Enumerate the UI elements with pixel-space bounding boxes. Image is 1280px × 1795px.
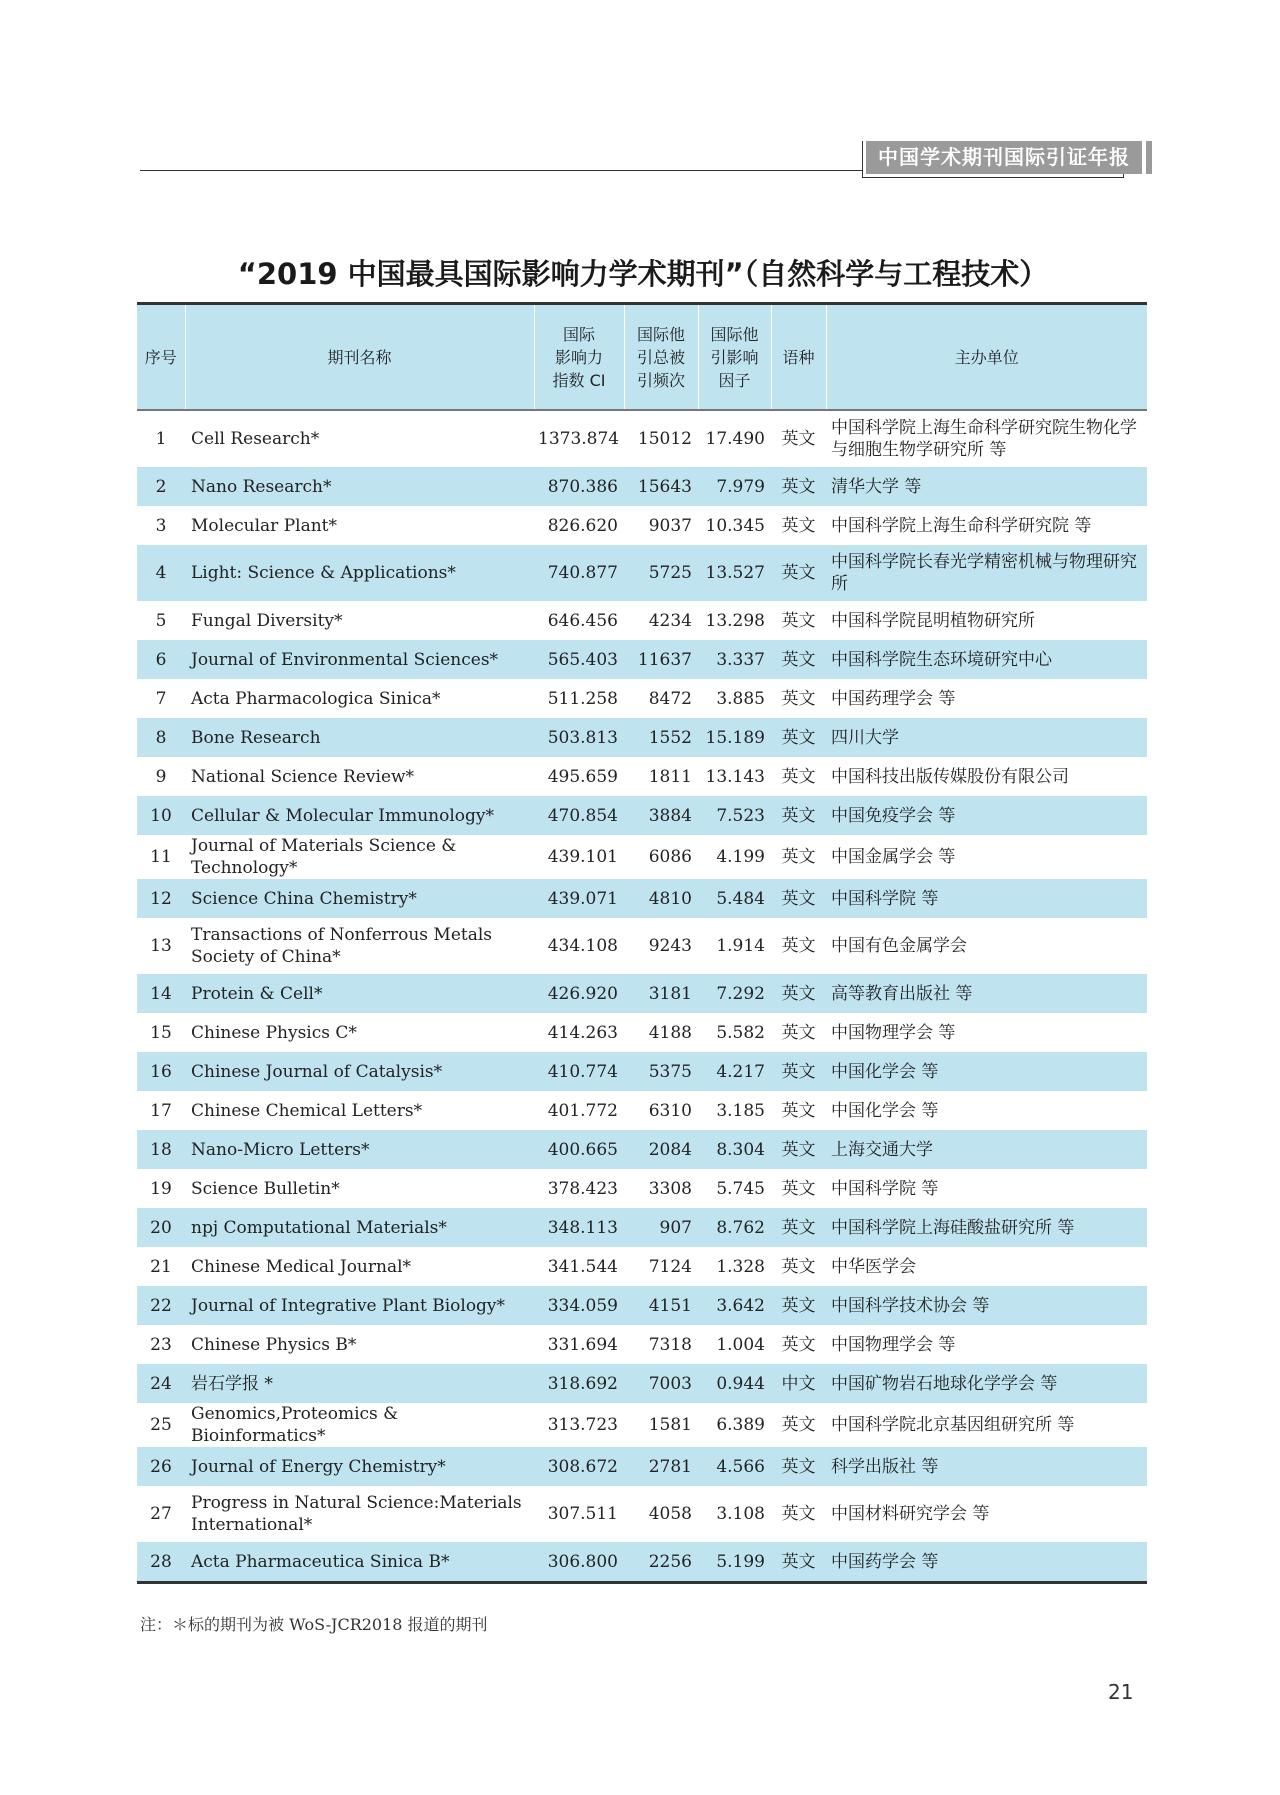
total-citations: 4810: [624, 879, 698, 918]
row-index: 16: [137, 1052, 185, 1091]
ci-index: 348.113: [534, 1208, 624, 1247]
column-header-index: 序号: [137, 304, 185, 411]
sponsor: 中国科学院上海生命科学研究院 等: [831, 515, 1092, 536]
sponsor: 中国免疫学会 等: [826, 796, 1147, 835]
impact-factor: 13.298: [705, 610, 765, 631]
journal-name: Acta Pharmaceutica Sinica B*: [185, 1542, 534, 1583]
row-index: 28: [137, 1542, 185, 1583]
sponsor: 中国材料研究学会 等: [831, 1504, 990, 1524]
language: 英文: [771, 467, 826, 506]
row-index: 22: [137, 1286, 185, 1325]
ci-index: 306.800: [534, 1542, 624, 1583]
impact-factor: 13.527: [698, 545, 771, 601]
ci-index: 434.108: [547, 936, 618, 956]
total-citations: 4058: [648, 1504, 692, 1524]
page-title: “2019 中国最具国际影响力学术期刊”（自然科学与工程技术）: [237, 257, 1049, 291]
journal-name: Journal of Materials Science & Technology*: [191, 836, 457, 878]
journal-name: Progress in Natural Science:Materials International*: [191, 1493, 522, 1535]
impact-factor: 4.566: [698, 1447, 771, 1486]
ci-index: 439.071: [534, 879, 624, 918]
sponsor: 中国科学院生态环境研究中心: [826, 640, 1147, 679]
sponsor: 中国科学院 等: [826, 879, 1147, 918]
ci-index: 414.263: [547, 1022, 618, 1043]
row-index: 8: [137, 718, 185, 757]
row-index: 6: [137, 640, 185, 679]
impact-factor: 5.484: [698, 879, 771, 918]
sponsor: 中国金属学会 等: [831, 847, 956, 867]
ci-index: 341.544: [547, 1256, 618, 1277]
impact-factor: 0.944: [698, 1364, 771, 1403]
row-index: 4: [137, 545, 185, 601]
impact-factor: 13.143: [705, 766, 765, 787]
sponsor: 中国科学院 等: [831, 1178, 939, 1199]
language: 英文: [781, 847, 816, 867]
ci-index: 331.694: [547, 1334, 618, 1355]
total-citations: 2781: [624, 1447, 698, 1486]
table-row: [137, 1447, 1147, 1486]
total-citations: 15643: [624, 467, 698, 506]
journal-name: Acta Pharmacologica Sinica*: [191, 688, 441, 709]
table-row: [137, 1486, 1147, 1542]
impact-factor: 4.199: [716, 847, 765, 867]
row-index: 11: [150, 847, 172, 867]
row-index: 21: [150, 1256, 172, 1277]
column-header-journal-name: 期刊名称: [185, 304, 534, 411]
impact-factor: 5.582: [716, 1022, 765, 1043]
row-index: 10: [137, 796, 185, 835]
table-body: [137, 410, 1147, 1583]
column-header-total-citations: 国际他 引总被 引频次: [624, 304, 698, 411]
language: 英文: [781, 1334, 816, 1355]
table-row: [137, 718, 1147, 757]
row-index: 9: [155, 766, 167, 787]
row-index: 14: [137, 974, 185, 1013]
ci-index: 565.403: [534, 640, 624, 679]
journal-name: Cellular & Molecular Immunology*: [185, 796, 534, 835]
language: 英文: [771, 1208, 826, 1247]
ci-index: 646.456: [547, 610, 618, 631]
column-header-sponsor: 主办单位: [826, 304, 1147, 411]
journal-name: Journal of Environmental Sciences*: [185, 640, 534, 679]
impact-factor: 7.523: [698, 796, 771, 835]
footnote: 注：＊标的期刊为被 WoS-JCR2018 报道的期刊: [140, 1615, 488, 1634]
journal-name: Molecular Plant*: [191, 515, 338, 536]
language: 中文: [771, 1364, 826, 1403]
journal-name: Nano Research*: [185, 467, 534, 506]
table-row: [137, 835, 1147, 879]
row-index: 27: [150, 1504, 172, 1524]
sponsor: 中国物理学会 等: [831, 1022, 956, 1043]
total-citations: 5375: [624, 1052, 698, 1091]
header-accent-bar: [1146, 141, 1152, 174]
language: 英文: [781, 1504, 816, 1524]
impact-factor: 3.885: [716, 688, 765, 709]
sponsor: 中国物理学会 等: [831, 1334, 956, 1355]
language: 英文: [771, 1447, 826, 1486]
total-citations: 15012: [637, 429, 692, 449]
total-citations: 1581: [648, 1415, 692, 1435]
journal-name: Science China Chemistry*: [185, 879, 534, 918]
impact-factor: 17.490: [705, 429, 765, 449]
row-index: 18: [137, 1130, 185, 1169]
journal-name: Chinese Physics B*: [191, 1334, 357, 1355]
row-index: 12: [137, 879, 185, 918]
language: 英文: [781, 1256, 816, 1277]
impact-factor: 8.304: [698, 1130, 771, 1169]
table-row: [137, 1542, 1147, 1583]
table-row: [137, 467, 1147, 506]
total-citations: 11637: [624, 640, 698, 679]
journal-name: Chinese Medical Journal*: [191, 1256, 412, 1277]
impact-factor: 3.642: [698, 1286, 771, 1325]
language: 英文: [781, 936, 816, 956]
row-index: 3: [155, 515, 167, 536]
row-index: 20: [137, 1208, 185, 1247]
sponsor: 中国科学院昆明植物研究所: [831, 610, 1035, 631]
language: 英文: [771, 640, 826, 679]
table-row: [137, 640, 1147, 679]
impact-factor: 7.292: [698, 974, 771, 1013]
table-row: [137, 757, 1147, 796]
total-citations: 6310: [648, 1100, 692, 1121]
ci-index: 511.258: [547, 688, 618, 709]
impact-factor: 4.217: [698, 1052, 771, 1091]
column-header-ci-index: 国际 影响力 指数 CI: [534, 304, 624, 411]
sponsor: 中华医学会: [831, 1256, 916, 1277]
table-row: [137, 879, 1147, 918]
table-row: [137, 410, 1147, 467]
language: 英文: [771, 1052, 826, 1091]
language: 英文: [781, 1022, 816, 1043]
sponsor: 中国化学会 等: [831, 1100, 939, 1121]
language: 英文: [771, 796, 826, 835]
table-row: [137, 1130, 1147, 1169]
language: 英文: [781, 1178, 816, 1199]
journal-ranking-table: [137, 302, 1147, 1584]
journal-name: Chinese Physics C*: [191, 1022, 357, 1043]
total-citations: 3308: [648, 1178, 692, 1199]
language: 英文: [771, 1130, 826, 1169]
language: 英文: [781, 515, 816, 536]
sponsor: 科学出版社 等: [826, 1447, 1147, 1486]
journal-name: National Science Review*: [191, 766, 415, 787]
row-index: 17: [150, 1100, 172, 1121]
impact-factor: 3.337: [698, 640, 771, 679]
table-row: [137, 1169, 1147, 1208]
language: 英文: [781, 766, 816, 787]
table-row: [137, 601, 1147, 640]
table-row: [137, 918, 1147, 974]
language: 英文: [781, 429, 816, 449]
sponsor: 中国科学院长春光学精密机械与物理研究所: [826, 545, 1147, 601]
total-citations: 6086: [648, 847, 692, 867]
sponsor: 中国科技出版传媒股份有限公司: [831, 766, 1069, 787]
table-row: [137, 1325, 1147, 1364]
ci-index: 308.672: [534, 1447, 624, 1486]
total-citations: 8472: [648, 688, 692, 709]
total-citations: 4234: [648, 610, 692, 631]
journal-name: Journal of Integrative Plant Biology*: [185, 1286, 534, 1325]
row-index: 25: [150, 1415, 172, 1435]
row-index: 24: [137, 1364, 185, 1403]
ci-index: 334.059: [534, 1286, 624, 1325]
total-citations: 5725: [624, 545, 698, 601]
sponsor: 中国科学技术协会 等: [826, 1286, 1147, 1325]
row-index: 2: [137, 467, 185, 506]
sponsor: 中国科学院北京基因组研究所 等: [831, 1415, 1075, 1435]
row-index: 5: [155, 610, 167, 631]
header-rule: [140, 170, 862, 171]
impact-factor: 10.345: [705, 515, 765, 536]
language: 英文: [781, 688, 816, 709]
ci-index: 400.665: [534, 1130, 624, 1169]
ci-index: 410.774: [534, 1052, 624, 1091]
ci-index: 870.386: [534, 467, 624, 506]
language: 英文: [781, 610, 816, 631]
sponsor: 中国有色金属学会: [831, 936, 967, 956]
ci-index: 439.101: [547, 847, 618, 867]
column-header-language: 语种: [771, 304, 826, 411]
language: 英文: [781, 1100, 816, 1121]
table-row: [137, 1247, 1147, 1286]
row-index: 23: [150, 1334, 172, 1355]
table-row: [137, 1286, 1147, 1325]
table-header-row: [137, 304, 1147, 411]
table-row: [137, 545, 1147, 601]
total-citations: 4151: [624, 1286, 698, 1325]
row-index: 1: [155, 429, 167, 449]
ci-index: 740.877: [534, 545, 624, 601]
sponsor: 中国药理学会 等: [831, 688, 956, 709]
table-row: [137, 679, 1147, 718]
table-row: [137, 1364, 1147, 1403]
table-row: [137, 1013, 1147, 1052]
journal-name: Light: Science & Applications*: [185, 545, 534, 601]
impact-factor: 7.979: [698, 467, 771, 506]
journal-name: Chinese Journal of Catalysis*: [185, 1052, 534, 1091]
impact-factor: 5.199: [698, 1542, 771, 1583]
impact-factor: 6.389: [716, 1415, 765, 1435]
row-index: 7: [155, 688, 167, 709]
total-citations: 7124: [648, 1256, 692, 1277]
table-row: [137, 1403, 1147, 1447]
impact-factor: 1.328: [716, 1256, 765, 1277]
running-header: 中国学术期刊国际引证年报: [866, 141, 1142, 174]
total-citations: 9037: [648, 515, 692, 536]
total-citations: 2256: [624, 1542, 698, 1583]
ci-index: 503.813: [534, 718, 624, 757]
table-row: [137, 1052, 1147, 1091]
row-index: 19: [150, 1178, 172, 1199]
impact-factor: 8.762: [698, 1208, 771, 1247]
journal-name: Cell Research*: [191, 429, 320, 449]
total-citations: 907: [624, 1208, 698, 1247]
ci-index: 426.920: [534, 974, 624, 1013]
sponsor: 中国化学会 等: [826, 1052, 1147, 1091]
language: 英文: [771, 545, 826, 601]
ci-index: 313.723: [547, 1415, 618, 1435]
sponsor: 上海交通大学: [826, 1130, 1147, 1169]
row-index: 15: [150, 1022, 172, 1043]
total-citations: 1552: [624, 718, 698, 757]
language: 英文: [771, 879, 826, 918]
total-citations: 7318: [648, 1334, 692, 1355]
row-index: 26: [137, 1447, 185, 1486]
total-citations: 3181: [624, 974, 698, 1013]
journal-name: Transactions of Nonferrous Metals Society of China*: [191, 925, 493, 967]
journal-name: Genomics,Proteomics & Bioinformatics*: [191, 1404, 399, 1446]
ci-index: 401.772: [547, 1100, 618, 1121]
language: 英文: [771, 718, 826, 757]
journal-name: Nano-Micro Letters*: [185, 1130, 534, 1169]
sponsor: 中国药学会 等: [826, 1542, 1147, 1583]
ci-index: 826.620: [547, 515, 618, 536]
language: 英文: [771, 974, 826, 1013]
page-number: 21: [1108, 1680, 1134, 1704]
sponsor: 清华大学 等: [826, 467, 1147, 506]
total-citations: 4188: [648, 1022, 692, 1043]
ci-index: 378.423: [547, 1178, 618, 1199]
table-row: [137, 506, 1147, 545]
journal-name: Protein & Cell*: [185, 974, 534, 1013]
impact-factor: 3.185: [716, 1100, 765, 1121]
journal-name: npj Computational Materials*: [185, 1208, 534, 1247]
table-row: [137, 1091, 1147, 1130]
sponsor: 中国矿物岩石地球化学学会 等: [826, 1364, 1147, 1403]
language: 英文: [771, 1286, 826, 1325]
sponsor: 四川大学: [826, 718, 1147, 757]
journal-name: Science Bulletin*: [191, 1178, 340, 1199]
total-citations: 3884: [624, 796, 698, 835]
journal-name: 岩石学报 *: [185, 1364, 534, 1403]
total-citations: 2084: [624, 1130, 698, 1169]
row-index: 13: [150, 936, 172, 956]
journal-name: Journal of Energy Chemistry*: [185, 1447, 534, 1486]
table-row: [137, 974, 1147, 1013]
journal-name: Chinese Chemical Letters*: [191, 1100, 423, 1121]
sponsor: 中国科学院上海生命科学研究院生物化学与细胞生物学研究所 等: [831, 418, 1137, 460]
language: 英文: [771, 1542, 826, 1583]
impact-factor: 3.108: [716, 1504, 765, 1524]
impact-factor: 1.914: [716, 936, 765, 956]
journal-name: Bone Research: [185, 718, 534, 757]
ci-index: 495.659: [547, 766, 618, 787]
total-citations: 1811: [648, 766, 692, 787]
ci-index: 1373.874: [538, 429, 620, 449]
table-row: [137, 1208, 1147, 1247]
ci-index: 318.692: [534, 1364, 624, 1403]
impact-factor: 15.189: [698, 718, 771, 757]
total-citations: 9243: [648, 936, 692, 956]
ci-index: 470.854: [534, 796, 624, 835]
impact-factor: 1.004: [716, 1334, 765, 1355]
column-header-impact-factor: 国际他 引影响 因子: [698, 304, 771, 411]
total-citations: 7003: [624, 1364, 698, 1403]
language: 英文: [781, 1415, 816, 1435]
impact-factor: 5.745: [716, 1178, 765, 1199]
ci-index: 307.511: [547, 1504, 618, 1524]
table-row: [137, 796, 1147, 835]
journal-name: Fungal Diversity*: [191, 610, 343, 631]
sponsor: 中国科学院上海硅酸盐研究所 等: [826, 1208, 1147, 1247]
sponsor: 高等教育出版社 等: [826, 974, 1147, 1013]
